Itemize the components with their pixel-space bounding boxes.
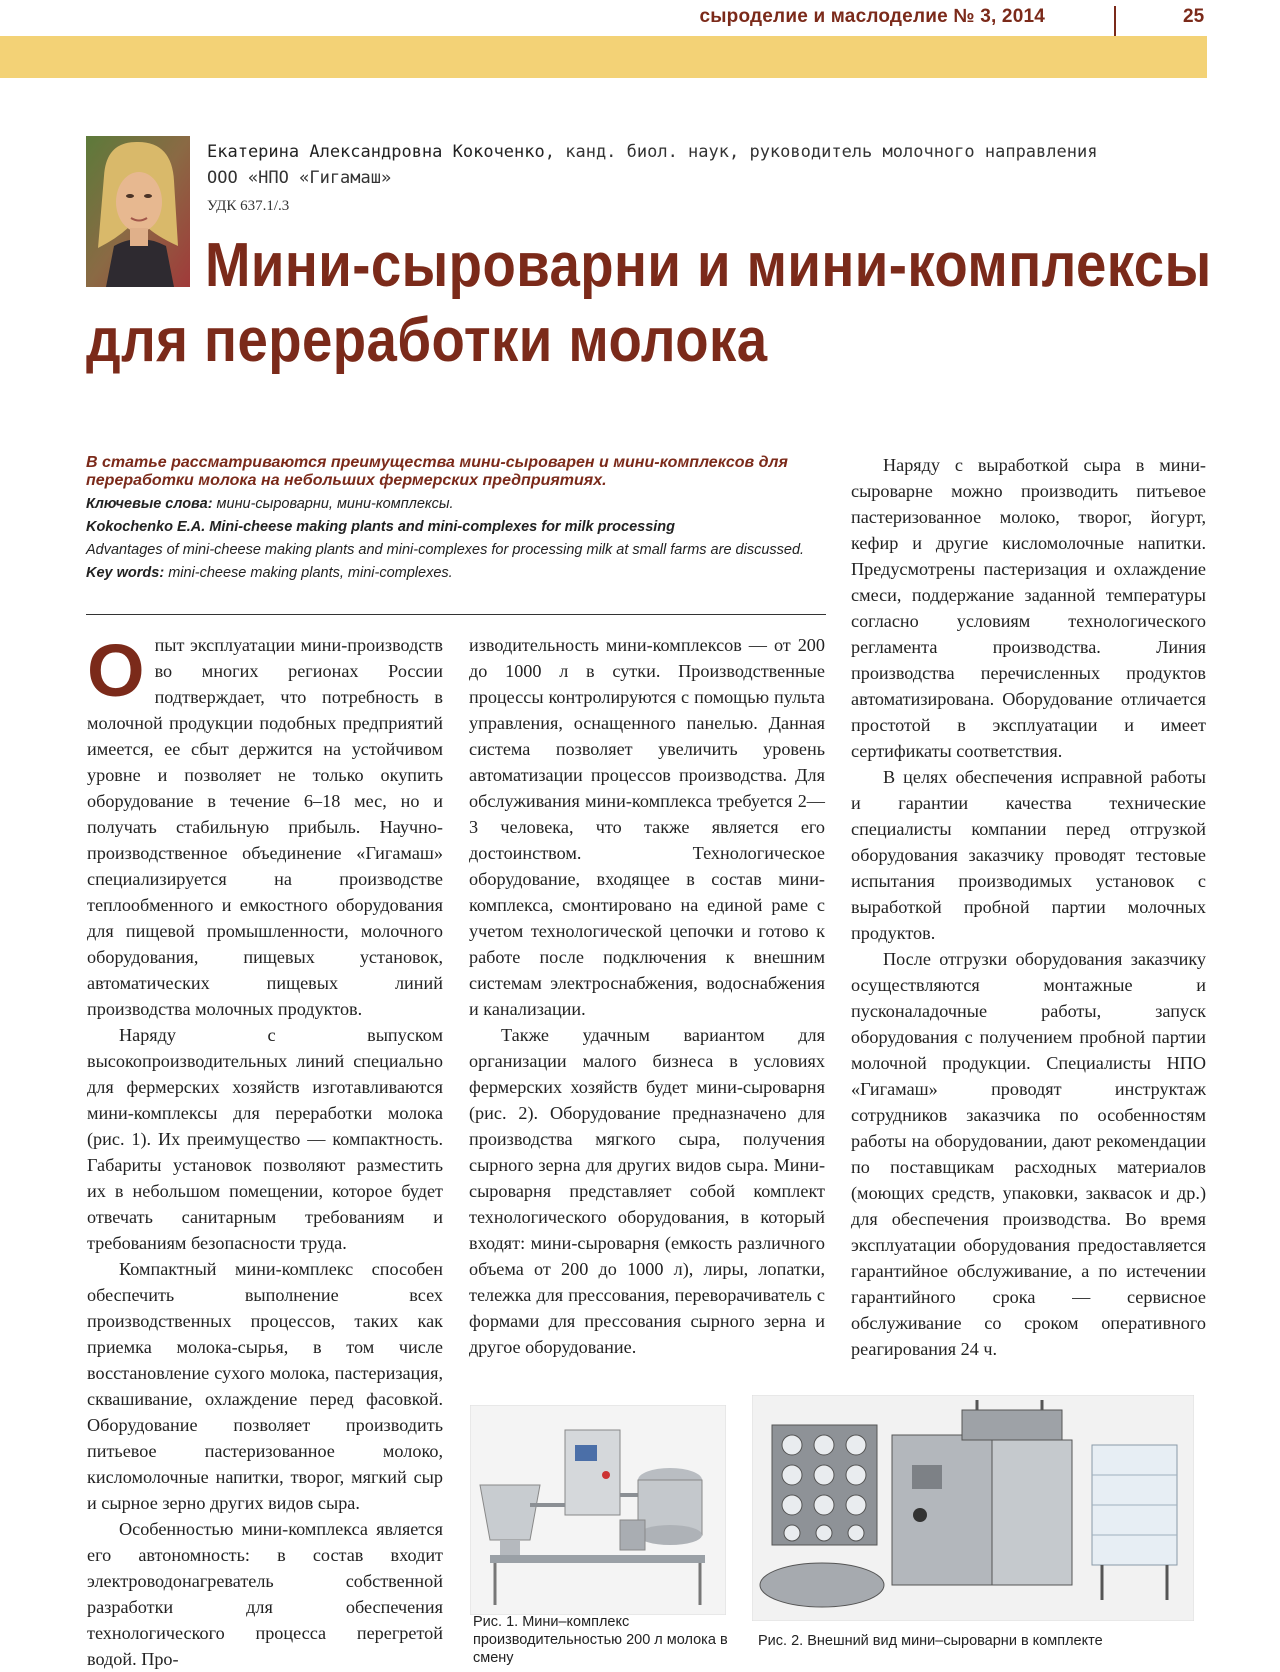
figure-1-caption: Рис. 1. Мини–комплекс производительностью 200 л молока в смену — [473, 1614, 728, 1666]
paragraph: Также удачным вариантом для организации малого бизнеса в условиях фермерских хозяйств будет мини-сыроварня (рис. 2). Оборудование предназначено для производства мягкого сыра, получения сырного зерна для других видов сыра. Мини-сыроварня представляет собой комплект технологического оборудования, в который входят: мини-сыроварня (емкость различного объема от 200 до 1000 л), лиры, лопатки, тележка для прессования, переворачиватель с формами для прессования сырного зерна и другое оборудование. — [469, 1025, 825, 1357]
author-credentials: , канд. биол. наук, руководитель молочного направления — [544, 142, 1098, 162]
keywords-en — [86, 564, 826, 582]
keywords-text: мини-сыроварни, мини-комплексы. — [212, 496, 454, 512]
body-column-3 — [851, 452, 1206, 1362]
drop-cap: О — [87, 629, 145, 712]
article-title-line2: для переработки молока — [86, 306, 768, 375]
figure-1-image — [470, 1405, 726, 1615]
paragraph — [87, 629, 443, 1022]
en-keywords-text: mini-cheese making plants, mini-complexes. — [164, 565, 453, 581]
article-title-line1: Мини-сыроварни и мини-комплексы — [205, 231, 1212, 300]
header-band — [0, 36, 1207, 78]
paragraph: Наряду с выработкой сыра в мини-сыроварне можно производить питьевое пастеризованное молоко, творог, йогурт, кефир и другие кисломолочные напитки. Предусмотрены пастеризация и охлаждение смеси, поддержание заданной температуры согласно условиям технологического регламента производства. Линия производства перечисленных продуктов автоматизирована. Оборудование отличается простотой в эксплуатации и имеет сертификаты соответствия. — [851, 455, 1206, 761]
abstract-lead: В статье рассматриваются преимущества мини-сыроварен и мини-комплексов для переработки молока на небольших фермерских предприятиях. — [86, 454, 788, 489]
keywords-ru — [86, 495, 826, 513]
page-number: 25 — [1183, 6, 1205, 27]
author-portrait-image — [86, 136, 190, 287]
paragraph: изводительность мини-комплексов — от 200 до 1000 л в сутки. Производственные процессы контролируются с помощью пульта управления, оснащенного панелью. Данная система позволяет увеличить уровень автоматизации процессов производства. Для обслуживания мини-комплекса требуется 2—3 человека, что также является его достоинством. Технологическое оборудование, входящее в состав мини-комплекса, смонтировано на единой раме с учетом технологической цепочки и готово к работе после подключения к внешним системам электроснабжения, водоснабжения и канализации. — [469, 635, 825, 1019]
header-divider — [1114, 6, 1116, 36]
english-title: Kokochenko E.A. Mini-cheese making plants and mini-complexes for milk processing — [86, 519, 676, 535]
author-line — [207, 139, 1107, 191]
paragraph: Наряду с выпуском высокопроизводительных линий специально для фермерских хозяйств изготавливаются мини-комплексы для переработки молока (рис. 1). Их преимущество — компактность. Габариты установок позволяют разместить их в небольшом помещении, которое будет отвечать санитарным требованиям и требованиям безопасности труда. — [87, 1025, 443, 1253]
paragraph: В целях обеспечения исправной работы и гарантии качества технические специалисты компании перед отгрузкой оборудования заказчику проводят тестовые испытания производимых установок с выработкой пробной партии молочных продуктов. — [851, 767, 1206, 943]
paragraph: Особенностью мини-комплекса является его автономность: в состав входит электроводонагреватель собственной разработки для обеспечения технологического процесса перегретой водой. Про- — [87, 1519, 443, 1669]
author-photo — [86, 136, 190, 287]
author-org: ООО «НПО «Гигамаш» — [207, 168, 392, 188]
paragraph: Компактный мини-комплекс способен обеспечить выполнение всех производственных процессов, таких как приемка молока-сырья, в том числе восстановление сухого молока, пастеризация, сквашивание, охлаждение перед фасовкой. Оборудование позволяет производить питьевое пастеризованное молоко, кисломолочные напитки, творог, мягкий сыр и сырное зерно других видов сыра. — [87, 1259, 443, 1513]
paragraph-text: пыт эксплуатации мини-производств во многих регионах России подтверждает, что потребность в молочной продукции подобных предприятий имеется, ее сбыт держится на устойчивом уровне и позволяет не только окупить оборудование в течение 6–18 мес, но и получать стабильную прибыль. Научно-производственное объединение «Гигамаш» специализируется на производстве теплообменного и емкостного оборудования для пищевой промышленности, молочного оборудования, пищевых установок, автоматических пищевых линий производства молочных продуктов. — [87, 635, 443, 1019]
abstract-block — [86, 454, 826, 582]
figure-2-image — [752, 1395, 1194, 1621]
keywords-label: Ключевые слова: — [86, 496, 213, 512]
body-column-2 — [469, 632, 825, 1360]
journal-name: сыроделие и маслоделие № 3, 2014 — [699, 6, 1045, 27]
author-name: Екатерина Александровна Кокоченко — [207, 142, 545, 162]
body-column-1 — [87, 629, 443, 1672]
en-keywords-label: Key words: — [86, 565, 165, 581]
figure-2-caption: Рис. 2. Внешний вид мини–сыроварни в комплекте — [758, 1633, 1103, 1649]
abstract-divider — [86, 614, 826, 615]
english-abstract: Advantages of mini-cheese making plants and mini-complexes for processing milk at small farms are discussed. — [86, 542, 805, 558]
paragraph: После отгрузки оборудования заказчику осуществляются монтажные и пусконаладочные работы, запуск оборудования с получением пробной партии молочной продукции. Специалисты НПО «Гигамаш» проводят инструктаж сотрудников заказчика по особенностям работы на оборудовании, дают рекомендации по поставщикам расходных материалов (моющих средств, упаковки, заквасок и др.) для обеспечения производства. Во время эксплуатации оборудования предоставляется гарантийное обслуживание, а по истечении гарантийного срока — сервисное обслуживание со сроком оперативного реагирования 24 ч. — [851, 949, 1206, 1359]
udk-code: УДК 637.1/.3 — [207, 198, 290, 214]
